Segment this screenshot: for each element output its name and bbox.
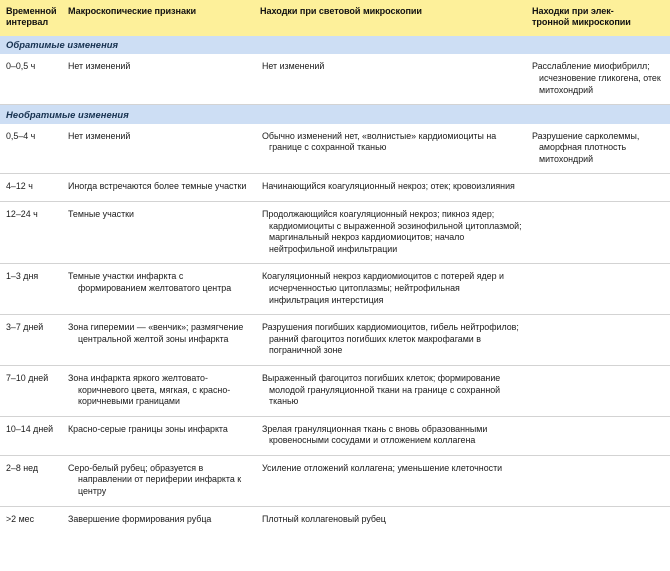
cell-electron-microscopy — [527, 264, 670, 315]
cell-macroscopic: Темные участки инфаркта с формированием желтоватого центра — [62, 264, 257, 315]
table-row — [0, 264, 670, 315]
column-header-light-microscopy: Находки при световой микроскопии — [257, 0, 527, 36]
cell-electron-microscopy — [527, 201, 670, 263]
section-header-label: Обратимые изменения — [0, 36, 670, 55]
cell-light-microscopy: Начинающийся коагуляционный некроз; отек; кровоизлияния — [257, 174, 527, 202]
cell-light-microscopy: Плотный коллагеновый рубец — [257, 506, 527, 533]
cell-macroscopic: Серо-белый рубец; образуется в направлении от периферии инфаркта к центру — [62, 455, 257, 506]
cell-light-microscopy: Усиление отложений коллагена; уменьшение клеточности — [257, 455, 527, 506]
cell-light-microscopy: Разрушения погибших кардиомиоцитов, гибель нейтрофилов; ранний фагоцитоз погибших клеток макрофагами в пограничной зоне — [257, 315, 527, 366]
cell-electron-microscopy — [527, 506, 670, 533]
column-header-electron-line2: тронной микроскопии — [532, 17, 631, 28]
cell-electron-microscopy: Разрушение сарколеммы, аморфная плотность митохондрий — [527, 124, 670, 174]
cell-interval: 0,5–4 ч — [0, 124, 62, 174]
cell-light-microscopy: Обычно изменений нет, «волнистые» кардиомиоциты на границе с сохранной тканью — [257, 124, 527, 174]
column-header-interval-line1: Временной — [6, 6, 57, 16]
cell-interval: 2–8 нед — [0, 455, 62, 506]
cell-light-microscopy: Нет изменений — [257, 54, 527, 104]
cell-interval: 0–0,5 ч — [0, 54, 62, 104]
cell-interval: 10–14 дней — [0, 416, 62, 455]
cell-interval: 3–7 дней — [0, 315, 62, 366]
table-row — [0, 315, 670, 366]
cell-electron-microscopy — [527, 416, 670, 455]
cell-light-microscopy: Выраженный фагоцитоз погибших клеток; формирование молодой грануляционной ткани на границе с сохранной тканью — [257, 365, 527, 416]
cell-electron-microscopy — [527, 455, 670, 506]
table-row — [0, 455, 670, 506]
cell-light-microscopy: Зрелая грануляционная ткань с вновь образованными кровеносными сосудами и отложением коллагена — [257, 416, 527, 455]
table-row — [0, 365, 670, 416]
table-row — [0, 201, 670, 263]
column-header-electron-microscopy — [527, 0, 670, 36]
cell-electron-microscopy — [527, 315, 670, 366]
cell-interval: 4–12 ч — [0, 174, 62, 202]
cell-macroscopic: Нет изменений — [62, 124, 257, 174]
table-row — [0, 416, 670, 455]
cell-electron-microscopy: Расслабление миофибрилл; исчезновение гликогена, отек митохондрий — [527, 54, 670, 104]
cell-macroscopic: Зона инфаркта яркого желтовато-коричневого цвета, мягкая, с красно-коричневыми границами — [62, 365, 257, 416]
cell-interval: 7–10 дней — [0, 365, 62, 416]
column-header-interval — [0, 0, 62, 36]
cell-electron-microscopy — [527, 174, 670, 202]
cell-macroscopic: Красно-серые границы зоны инфаркта — [62, 416, 257, 455]
table-row — [0, 174, 670, 202]
cell-macroscopic: Темные участки — [62, 201, 257, 263]
cell-electron-microscopy — [527, 365, 670, 416]
cell-interval: 1–3 дня — [0, 264, 62, 315]
cell-macroscopic: Иногда встречаются более темные участки — [62, 174, 257, 202]
table-row — [0, 54, 670, 104]
table-row — [0, 506, 670, 533]
column-header-interval-line2: интервал — [6, 17, 49, 28]
column-header-electron-line1: Находки при элек- — [532, 6, 614, 16]
cell-light-microscopy: Продолжающийся коагуляционный некроз; пикноз ядер; кардиомиоциты с выраженной эозинофильной цитоплазмой; маргинальный некроз кардиомиоцитов; начало нейтрофильной инфильтрации — [257, 201, 527, 263]
cell-macroscopic: Нет изменений — [62, 54, 257, 104]
cell-macroscopic: Зона гиперемии — «венчик»; размягчение центральной желтой зоны инфаркта — [62, 315, 257, 366]
table-header-row — [0, 0, 670, 36]
cell-macroscopic: Завершение формирования рубца — [62, 506, 257, 533]
table-row — [0, 124, 670, 174]
section-header-label: Необратимые изменения — [0, 105, 670, 124]
cell-light-microscopy: Коагуляционный некроз кардиомиоцитов с потерей ядер и исчерченностью цитоплазмы; нейтрофильная инфильтрация интерстиция — [257, 264, 527, 315]
section-header-irreversible — [0, 105, 670, 124]
cell-interval: >2 мес — [0, 506, 62, 533]
column-header-macroscopic: Макроскопические признаки — [62, 0, 257, 36]
section-header-reversible — [0, 36, 670, 55]
cell-interval: 12–24 ч — [0, 201, 62, 263]
